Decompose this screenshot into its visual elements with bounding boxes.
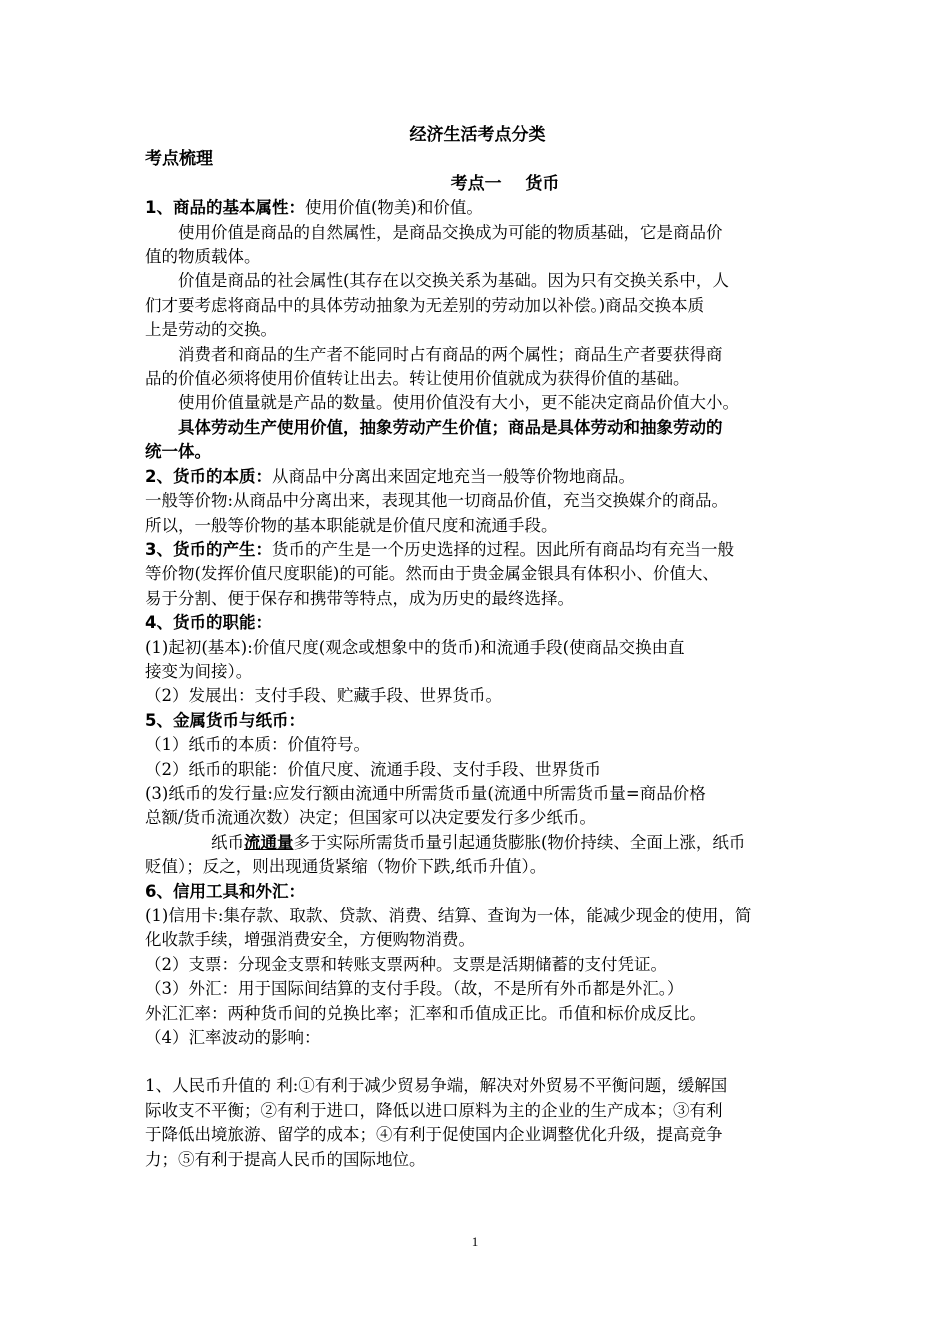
text-line: 们才要考虑将商品中的具体劳动抽象为无差别的劳动加以补偿。)商品交换本质 bbox=[145, 295, 705, 315]
text-line: 使用价值是商品的自然属性，是商品交换成为可能的物质基础，它是商品价 bbox=[178, 222, 723, 242]
text-line: （2）支票：分现金支票和转账支票两种。支票是活期储蓄的支付凭证。 bbox=[145, 954, 667, 974]
text-line: 际收支不平衡；②有利于进口，降低以进口原料为主的企业的生产成本；③有利 bbox=[145, 1100, 723, 1120]
heading-label: 2、货币的本质： bbox=[145, 466, 272, 486]
text-span: 多于实际所需货币量引起通货膨胀(物价持续、全面上涨，纸币 bbox=[293, 832, 746, 852]
paragraph-heading bbox=[145, 196, 810, 220]
emphasis-line: 具体劳动生产使用价值，抽象劳动产生价值；商品是具体劳动和抽象劳动的 bbox=[178, 417, 723, 437]
text-span: 纸币 bbox=[211, 832, 244, 852]
heading-label: 1、商品的基本属性： bbox=[145, 198, 305, 218]
text-line: 接变为间接）。 bbox=[145, 661, 253, 681]
heading-label: 3、货币的产生： bbox=[145, 539, 272, 559]
text-line: 外汇汇率：两种货币间的兑换比率；汇率和币值成正比。币值和标价成反比。 bbox=[145, 1003, 706, 1023]
page-number: 1 bbox=[471, 1234, 479, 1249]
paragraph-heading: 4、货币的职能： bbox=[145, 613, 272, 633]
text-line: 消费者和商品的生产者不能同时占有商品的两个属性；商品生产者要获得商 bbox=[178, 344, 723, 364]
heading-text: 货币的产生是一个历史选择的过程。因此所有商品均有充当一般 bbox=[271, 539, 734, 559]
text-line: 总额/货币流通次数）决定；但国家可以决定要发行多少纸币。 bbox=[145, 808, 597, 828]
text-line: 易于分割、便于保存和携带等特点，成为历史的最终选择。 bbox=[145, 588, 574, 608]
text-line: (3)纸币的发行量:应发行额由流通中所需货币量(流通中所需货币量=商品价格 bbox=[145, 783, 706, 803]
paragraph-heading bbox=[145, 465, 810, 489]
blank-line bbox=[145, 1050, 810, 1074]
paragraph-heading: 6、信用工具和外汇： bbox=[145, 881, 305, 901]
text-line: (1)信用卡:集存款、取款、贷款、消费、结算、查询为一体，能减少现金的使用，简 bbox=[145, 906, 752, 925]
heading-text: 使用价值(物美)和价值。 bbox=[304, 198, 483, 218]
text-line: （4）汇率波动的影响： bbox=[145, 1028, 321, 1048]
text-line: 贬值）；反之，则出现通货紧缩（物价下跌,纸币升值）。 bbox=[145, 857, 547, 877]
text-line: 值的物质载体。 bbox=[145, 247, 261, 267]
paragraph-heading bbox=[145, 538, 810, 562]
text-line: （3）外汇：用于国际间结算的支付手段。（故，不是所有外币都是外汇。） bbox=[145, 979, 684, 999]
underlined-term: 流通量 bbox=[244, 832, 294, 852]
heading-text: 从商品中分离出来固定地充当一般等价物地商品。 bbox=[271, 466, 635, 486]
text-line: 等价物(发挥价值尺度职能)的可能。然而由于贵金属金银具有体积小、价值大、 bbox=[145, 564, 719, 584]
text-line: 所以，一般等价物的基本职能就是价值尺度和流通手段。 bbox=[145, 515, 558, 535]
text-line: 使用价值量就是产品的数量。使用价值没有大小，更不能决定商品价值大小。 bbox=[178, 393, 739, 413]
text-line: 一般等价物:从商品中分离出来，表现其他一切商品价值，充当交换媒介的商品。 bbox=[145, 491, 729, 511]
text-line: 1、人民币升值的 利:①有利于减少贸易争端，解决对外贸易不平衡问题，缓解国 bbox=[145, 1076, 728, 1096]
text-line: （2）纸币的职能：价值尺度、流通手段、支付手段、世界货币 bbox=[145, 759, 601, 779]
text-line: （2）发展出：支付手段、贮藏手段、世界货币。 bbox=[145, 686, 502, 706]
text-line: 上是劳动的交换。 bbox=[145, 320, 277, 340]
document-body bbox=[145, 123, 810, 1172]
text-line: （1）纸币的本质：价值符号。 bbox=[145, 735, 370, 755]
document-title: 经济生活考点分类 bbox=[409, 125, 546, 145]
text-line: 品的价值必须将使用价值转让出去。转让使用价值就成为获得价值的基础。 bbox=[145, 369, 690, 389]
text-line: (1)起初(基本):价值尺度(观念或想象中的货币)和流通手段(使商品交换由直 bbox=[145, 637, 685, 657]
text-line bbox=[145, 831, 810, 855]
section-heading: 考点梳理 bbox=[145, 149, 213, 170]
text-line: 力；⑤有利于提高人民币的国际地位。 bbox=[145, 1149, 426, 1169]
text-line: 价值是商品的社会属性(其存在以交换关系为基础。因为只有交换关系中，人 bbox=[178, 271, 729, 291]
topic-heading: 考点一 货币 bbox=[450, 173, 560, 194]
text-line: 化收款手续，增强消费安全，方便购物消费。 bbox=[145, 930, 475, 950]
text-line: 于降低出境旅游、留学的成本；④有利于促使国内企业调整优化升级，提高竞争 bbox=[145, 1125, 723, 1145]
paragraph-heading: 5、金属货币与纸币： bbox=[145, 710, 305, 730]
emphasis-line: 统一体。 bbox=[145, 442, 211, 462]
